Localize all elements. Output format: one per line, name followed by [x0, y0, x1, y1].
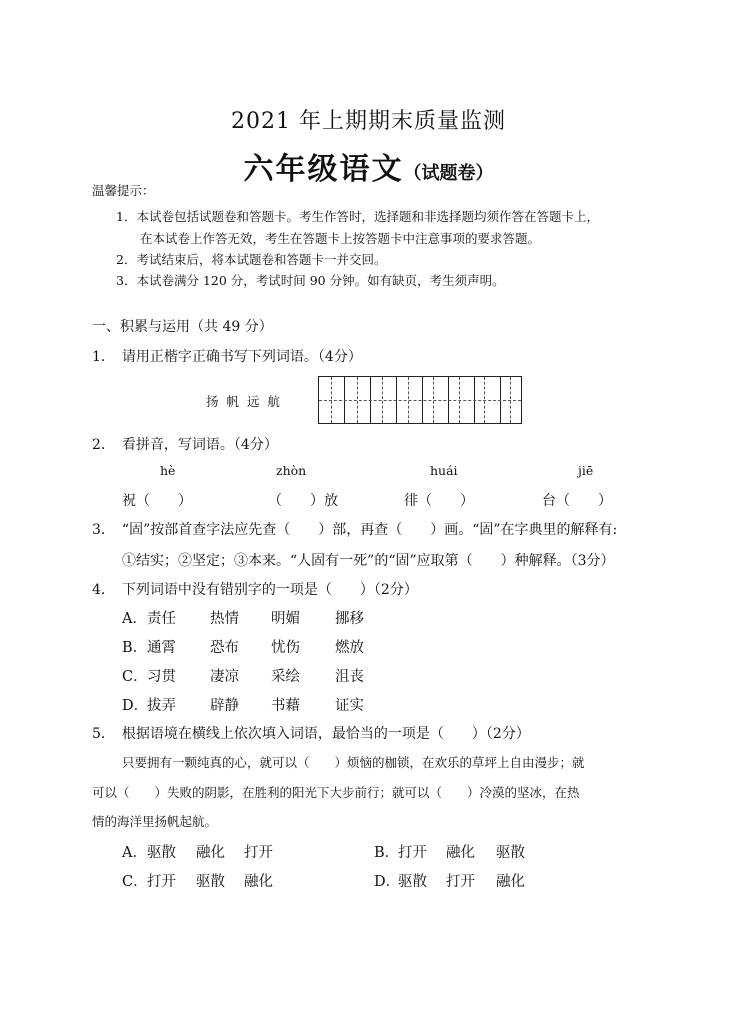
option-word: 燃放 [335, 640, 364, 656]
option-word: 忧伤 [271, 640, 300, 656]
option-label: C． [122, 669, 148, 685]
passage-line: 情的海洋里扬帆起航。 [92, 814, 218, 829]
question-4-stem: 4． 下列词语中没有错别字的一项是（ ）（2分） [92, 582, 418, 598]
option-word: 融化 [496, 874, 525, 890]
pinyin: huái [430, 463, 458, 478]
passage-line: 只要拥有一颗纯真的心，就可以（ ）烦恼的枷锁，在欢乐的草坪上自由漫步；就 [122, 755, 585, 770]
blank-word: 台（ ） [542, 493, 612, 509]
tip-line: 2．考试结束后，将本试题卷和答题卡一并交回。 [116, 252, 387, 267]
exam-title: 2021 年上期期末质量监测 [231, 109, 506, 134]
section-heading: 一、积累与运用（共 49 分） [92, 319, 273, 335]
question-3-line: 3． “固”按部首查字法应先查（ ）部，再查（ ）画。“固”在字典里的解释有: [92, 522, 618, 538]
option-label: C． [122, 874, 148, 890]
option-word: 恐布 [210, 640, 239, 656]
tips-heading: 温馨提示： [92, 183, 155, 198]
option-word: 驱散 [398, 874, 427, 890]
option-word: 驱散 [496, 845, 525, 861]
subject-title: 六年级语文 [243, 152, 404, 187]
handwriting-grid[interactable] [318, 376, 522, 424]
pinyin: jiē [578, 463, 594, 478]
blank-word: （ ）放 [268, 493, 338, 509]
option-label: B． [374, 845, 400, 861]
blank-word: 徘（ ） [404, 493, 474, 509]
option-word: 挪移 [335, 611, 364, 627]
option-label: D． [122, 698, 149, 714]
passage-line: 可以（ ）失败的阴影，在胜利的阳光下大步前行；就可以（ ）冷漠的坚冰，在热 [92, 785, 580, 800]
option-label: D． [374, 874, 401, 890]
option-word: 打开 [147, 874, 176, 890]
blank-word: 祝（ ） [122, 493, 192, 509]
option-word: 融化 [244, 874, 273, 890]
option-word: 融化 [196, 845, 225, 861]
option-label: A． [122, 611, 147, 627]
option-word: 书藉 [271, 698, 300, 714]
option-word: 打开 [446, 874, 475, 890]
option-word: 拔弄 [147, 698, 176, 714]
option-word: 热情 [210, 611, 239, 627]
paper-type: （试题卷） [403, 163, 494, 184]
option-label: A． [122, 845, 147, 861]
pinyin: zhòn [276, 463, 307, 478]
option-word: 打开 [398, 845, 427, 861]
option-word: 证实 [335, 698, 364, 714]
option-word: 驱散 [196, 874, 225, 890]
question-1-stem: 1． 请用正楷字正确书写下列词语。（4分） [92, 349, 362, 365]
question-3-line: ①结实；②坚定；③本来。“人固有一死”的“固”应取第（ ）种解释。（3分） [122, 553, 615, 569]
option-word: 辟静 [210, 698, 239, 714]
option-label: B． [122, 640, 148, 656]
option-word: 习贯 [147, 669, 176, 685]
option-word: 责任 [147, 611, 176, 627]
tip-line: 1．本试卷包括试题卷和答题卡。考生作答时，选择题和非选择题均须作答在答题卡上， [116, 209, 599, 224]
option-word: 通霄 [147, 640, 176, 656]
q1-word: 扬 帆 远 航 [206, 394, 282, 409]
question-5-stem: 5． 根据语境在横线上依次填入词语，最恰当的一项是（ ）（2分） [92, 726, 530, 742]
option-word: 采绘 [271, 669, 300, 685]
option-word: 打开 [244, 845, 273, 861]
tip-line: 在本试卷上作答无效，考生在答题卡上按答题卡中注意事项的要求答题。 [140, 231, 541, 246]
option-word: 驱散 [147, 845, 176, 861]
option-word: 凄凉 [210, 669, 239, 685]
option-word: 沮丧 [335, 669, 364, 685]
pinyin: hè [160, 463, 176, 478]
question-2-stem: 2． 看拼音，写词语。（4分） [92, 437, 278, 453]
option-word: 明媚 [271, 611, 300, 627]
tip-line: 3．本试卷满分 120 分，考试时间 90 分钟。如有缺页，考生须声明。 [116, 273, 505, 288]
option-word: 融化 [446, 845, 475, 861]
